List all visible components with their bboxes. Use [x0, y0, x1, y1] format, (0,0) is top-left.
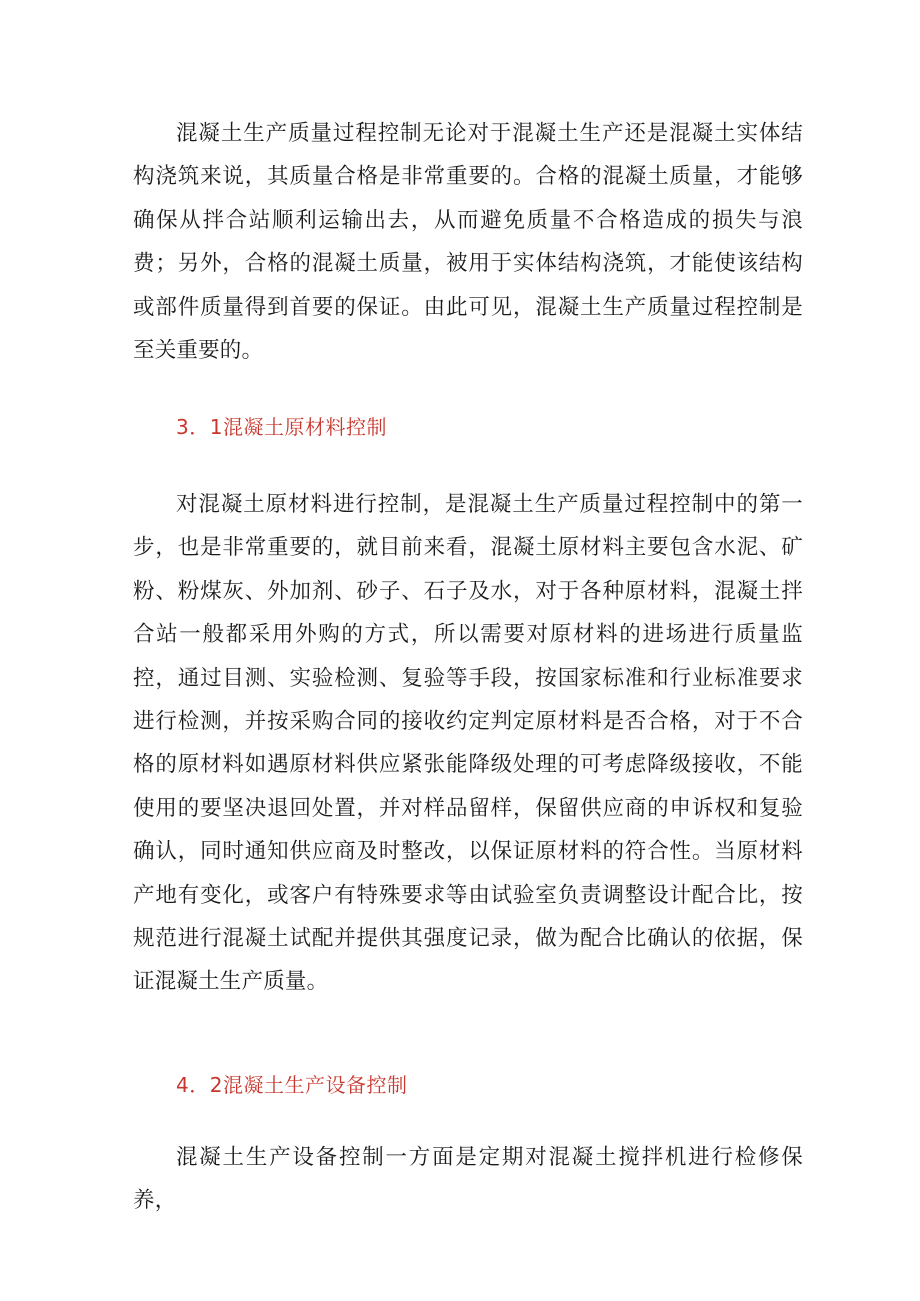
section-heading-equipment: 4．2混凝土生产设备控制 — [176, 1073, 408, 1097]
raw-materials-paragraph: 对混凝土原材料进行控制，是混凝土生产质量过程控制中的第一步，也是非常重要的，就目前来看，混凝土原材料主要包含水泥、矿粉、粉煤灰、外加剂、砂子、石子及水，对于各种原材料，混凝土拌合站一般都采用外购的方式，所以需要对原材料的进场进行质量监控，通过目测、实验检测、复验等手段，按国家标准和行业标准要求进行检测，并按采购合同的接收约定判定原材料是否合格，对于不合格的原材料如遇原材料供应紧张能降级处理的可考虑降级接收，不能使用的要坚决退回处置，并对样品留样，保留供应商的申诉权和复验确认，同时通知供应商及时整改，以保证原材料的符合性。当原材料产地有变化，或客户有特殊要求等由试验室负责调整设计配合比，按规范进行混凝土试配并提供其强度记录，做为配合比确认的依据，保证混凝土生产质量。 — [133, 492, 803, 995]
intro-paragraph: 混凝土生产质量过程控制无论对于混凝土生产还是混凝土实体结构浇筑来说，其质量合格是非常重要的。合格的混凝土质量，才能够确保从拌合站顺利运输出去，从而避免质量不合格造成的损失与浪费；另外，合格的混凝土质量，被用于实体结构浇筑，才能使该结构或部件质量得到首要的保证。由此可见，混凝土生产质量过程控制是至关重要的。 — [133, 121, 803, 364]
equipment-paragraph: 混凝土生产设备控制一方面是定期对混凝土搅拌机进行检修保养， — [133, 1145, 803, 1214]
section-heading-raw-materials: 3．1混凝土原材料控制 — [176, 415, 387, 439]
